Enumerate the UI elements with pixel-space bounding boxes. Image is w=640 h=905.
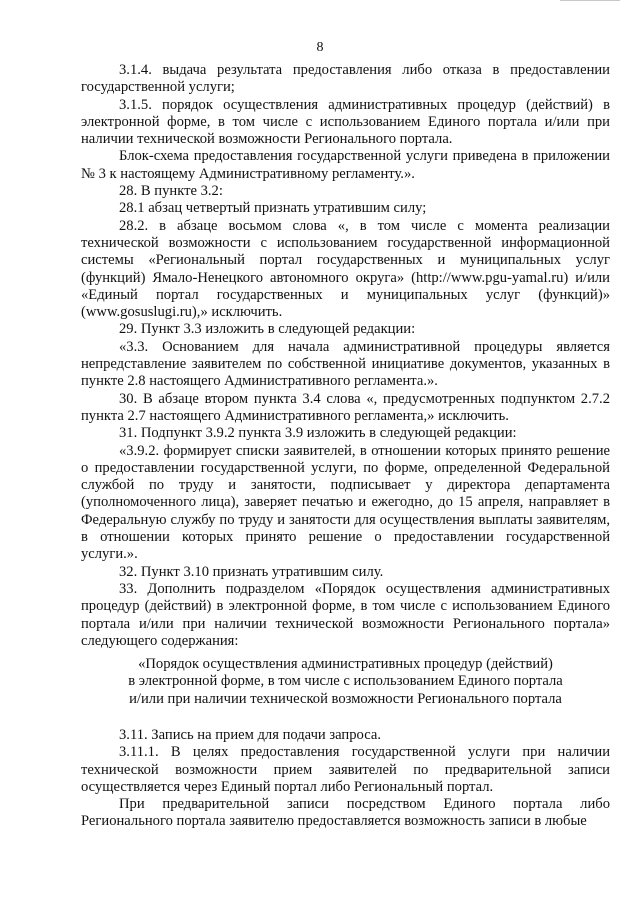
paragraph-3-1-5: 3.1.5. порядок осуществления административных процедур (действий) в электронной форме, в том числе с использованием Единого портала и/или при наличии технической возможности Регионального портала. bbox=[81, 96, 610, 148]
paragraph-3-9-2: «3.9.2. формирует списки заявителей, в отношении которых принято решение о предоставлении государственной услуги, по форме, определенной Федеральной службой по труду и занятости, подписывает у директора департамента (уполномоченного лица), заверяет печатью и ежегодно, до 15 апреля, направляет в Федеральную службу по труду и занятости для осуществления выплаты заявителям, в отношении которых принято решение о предоставлении государственной услуги.». bbox=[81, 442, 610, 563]
page-number: 8 bbox=[316, 40, 324, 55]
section-heading-line: и/или при наличии технической возможности Регионального портала bbox=[129, 690, 562, 707]
paragraph-flowchart: Блок-схема предоставления государственной услуги приведена в приложении № 3 к настоящему Административному регламенту.». bbox=[81, 148, 610, 182]
document-body bbox=[81, 62, 610, 831]
paragraph-29: 29. Пункт 3.3 изложить в следующей редакции: bbox=[119, 321, 416, 338]
blank-line bbox=[81, 708, 610, 727]
section-heading bbox=[81, 656, 610, 708]
paragraph-3-1-4: 3.1.4. выдача результата предоставления либо отказа в предоставлении государственной услуги; bbox=[81, 62, 610, 96]
paragraph-3-3: «3.3. Основанием для начала административной процедуры является непредставление заявителем по собственной инициативе документов, указанных в пункте 2.8 настоящего Административного регламента.». bbox=[81, 338, 610, 390]
paragraph-32: 32. Пункт 3.10 признать утратившим силу. bbox=[119, 563, 384, 580]
paragraph-28-1: 28.1 абзац четвертый признать утратившим силу; bbox=[119, 200, 427, 217]
paragraph-28-2: 28.2. в абзаце восьмом слова «, в том числе с момента реализации технической возможности с использованием государственной информационной системы «Региональный портал государственных и муниципальных услуг (функций) Ямало-Ненецкого автономного округа» (http://www.pgu-yamal.ru) и/или «Единый портал государственных и муниципальных услуг (функций)» (www.gosuslugi.ru),» исключить. bbox=[81, 217, 610, 321]
paragraph-30: 30. В абзаце втором пункта 3.4 слова «, предусмотренных подпунктом 2.7.2 пункта 2.7 настоящего Административного регламента,» исключить. bbox=[81, 390, 610, 424]
section-heading-line: «Порядок осуществления административных процедур (действий) bbox=[138, 656, 553, 673]
paragraph-preliminary-record: При предварительной записи посредством Единого портала либо Регионального портала заявителю предоставляется возможность записи в любые bbox=[81, 796, 610, 830]
paragraph-3-11: 3.11. Запись на прием для подачи запроса. bbox=[119, 726, 381, 743]
paragraph-31: 31. Подпункт 3.9.2 пункта 3.9 изложить в следующей редакции: bbox=[119, 425, 517, 442]
section-heading-line: в электронной форме, в том числе с использованием Единого портала bbox=[128, 673, 563, 690]
paragraph-33: 33. Дополнить подразделом «Порядок осуществления административных процедур (действий) в электронной форме, в том числе с использованием Единого портала и/или при наличии технической возможности Регионального портала» следующего содержания: bbox=[81, 580, 610, 649]
paragraph-3-11-1: 3.11.1. В целях предоставления государственной услуги при наличии технической возможности прием заявителей по предварительной записи осуществляется через Единый портал либо Региональный портал. bbox=[81, 744, 610, 795]
scan-edge-mark bbox=[560, 0, 620, 2]
paragraph-28: 28. В пункте 3.2: bbox=[119, 183, 223, 200]
